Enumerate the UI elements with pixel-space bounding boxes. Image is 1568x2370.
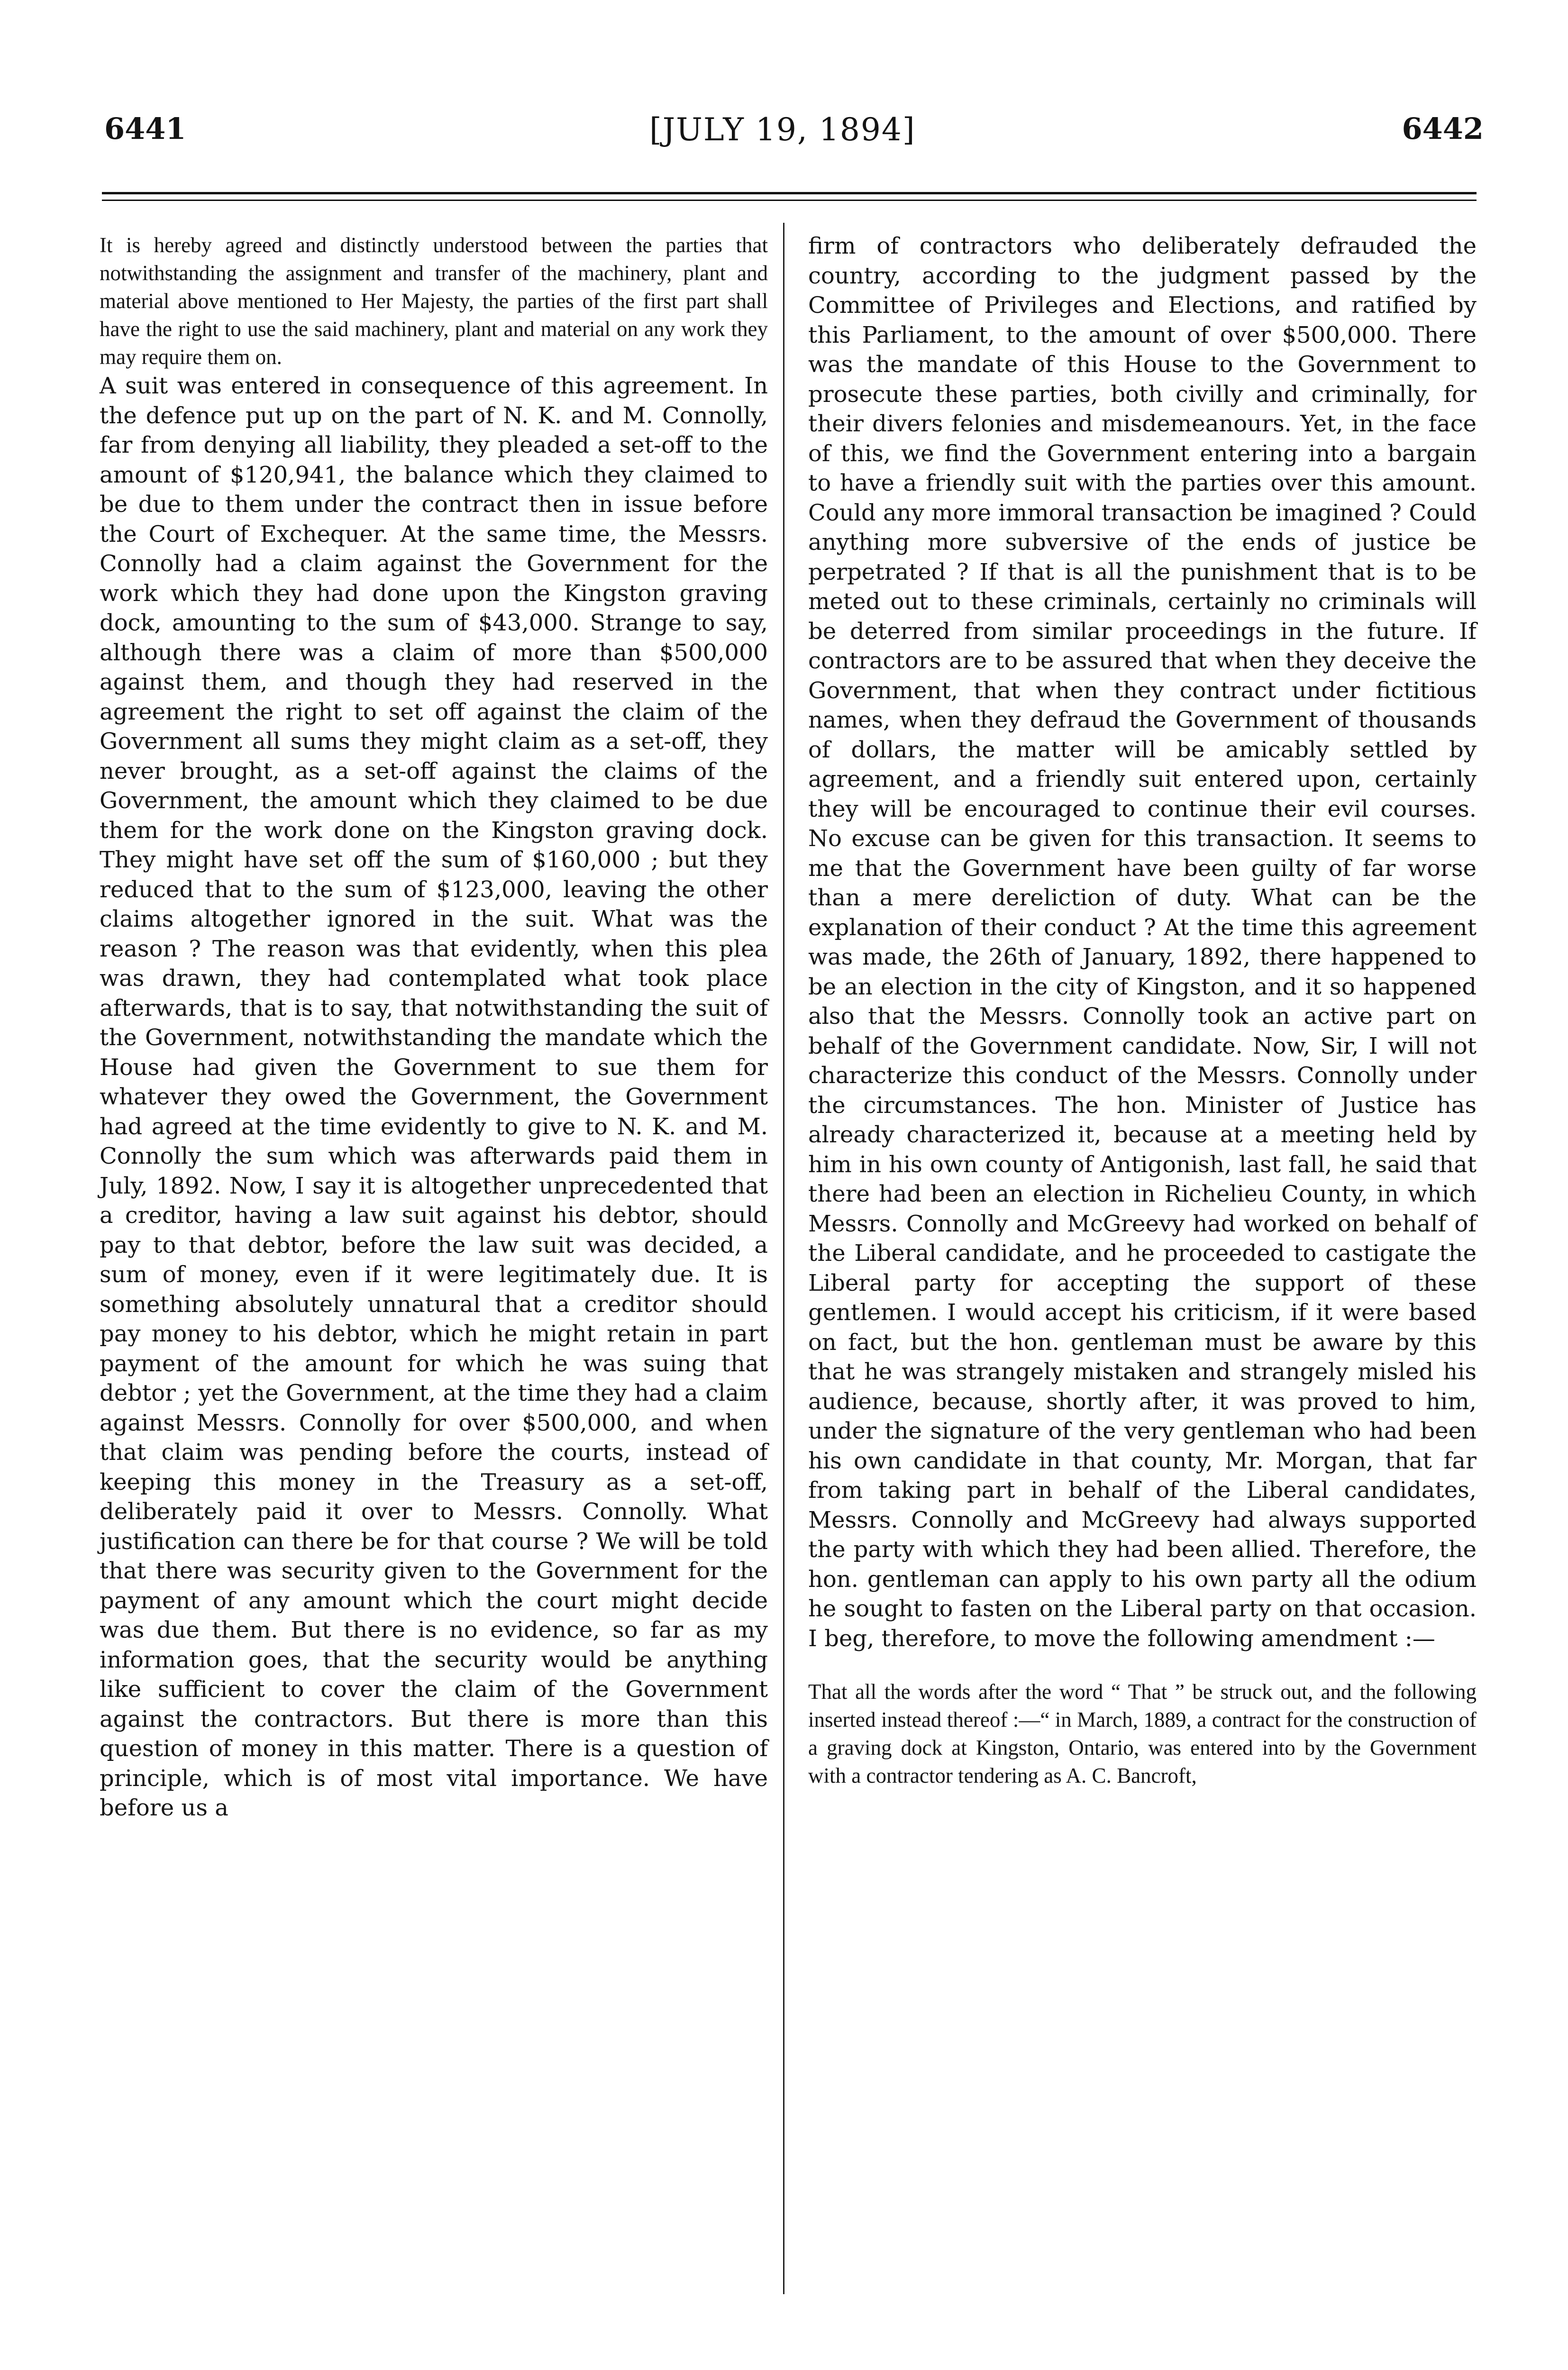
agreement-quote: It is hereby agreed and distinctly understood between the parties that notwithstanding the assignment and transfer of the machinery, plant and material above mentioned to Her Majesty, the parties of the first part shall have the right to use the said machinery, plant and material on any work they may require them on. <box>100 233 768 369</box>
paragraph-gap <box>808 1653 1477 1678</box>
left-column <box>100 231 768 1823</box>
page-header <box>0 111 1568 154</box>
page-number-left: 6441 <box>104 111 186 146</box>
session-date: [JULY 19, 1894] <box>649 111 916 148</box>
column-divider <box>783 223 784 2294</box>
amendment-quote: That all the words after the word “ That ” be struck out, and the following inserted instead thereof :—“ in March, 1889, a contract for the construction of a graving dock at Kingston, Ontario, was entered into by the Government with a contractor tendering as A. C. Bancroft, <box>808 1680 1477 1787</box>
header-rule-thick <box>102 192 1477 194</box>
page-number-right: 6442 <box>1402 111 1484 146</box>
right-column-body: firm of contractors who deliberately defrauded the country, according to the judgment passed by the Committee of Privileges and Elections, and ratified by this Parliament, to the amount of over $500,000. There was the mandate of this House to the Government to prosecute these parties, both civilly and criminally, for their divers felonies and misdemeanours. Yet, in the face of this, we find the Government entering into a bargain to have a friendly suit with the parties over this amount. Could any more immoral transaction be imagined ? Could anything more subversive of the ends of justice be perpetrated ? If that is all the punishment that is to be meted out to these criminals, certainly no criminals will be deterred from similar proceedings in the future. If contractors are to be assured that when they deceive the Government, that when they contract under fictitious names, when they defraud the Government of thousands of dollars, the matter will be amicably settled by agreement, and a friendly suit entered upon, certainly they will be encouraged to continue their evil courses. No excuse can be given for this transaction. It seems to me that the Government have been guilty of far worse than a mere dereliction of duty. What can be the explanation of their conduct ? At the time this agreement was made, the 26th of January, 1892, there happened to be an election in the city of Kingston, and it so happened also that the Messrs. Connolly took an active part on behalf of the Government candidate. Now, Sir, I will not characterize this conduct of the Messrs. Connolly under the circumstances. The hon. Minister of Justice has already characterized it, because at a meeting held by him in his own county of Antigonish, last fall, he said that there had been an election in Richelieu County, in which Messrs. Connolly and McGreevy had worked on behalf of the Liberal candidate, and he proceeded to castigate the Liberal party for accepting the support of these gentlemen. I would accept his criticism, if it were based on fact, but the hon. gentleman must be aware by this that he was strangely mistaken and strangely misled his audience, because, shortly after, it was proved to him, under the signature of the very gentleman who had been his own candidate in that county, Mr. Morgan, that far from taking part in behalf of the Liberal candidates, Messrs. Connolly and McGreevy had always supported the party with which they had been allied. Therefore, the hon. gentleman can apply to his own party all the odium he sought to fasten on the Liberal party on that occasion. I beg, therefore, to move the following amendment :— <box>808 233 1477 1652</box>
header-rule-thin <box>102 200 1477 201</box>
left-column-body: A suit was entered in consequence of this agreement. In the defence put up on the part of N. K. and M. Connolly, far from denying all liability, they pleaded a set-off to the amount of $120,941, the balance which they claimed to be due to them under the contract then in issue before the Court of Exchequer. At the same time, the Messrs. Connolly had a claim against the Government for the work which they had done upon the Kingston graving dock, amounting to the sum of $43,000. Strange to say, although there was a claim of more than $500,000 against them, and though they had reserved in the agreement the right to set off against the claim of the Government all sums they might claim as a set-off, they never brought, as a set-off against the claims of the Government, the amount which they claimed to be due them for the work done on the Kingston graving dock. They might have set off the sum of $160,000 ; but they reduced that to the sum of $123,000, leaving the other claims altogether ignored in the suit. What was the reason ? The reason was that evidently, when this plea was drawn, they had contemplated what took place afterwards, that is to say, that notwithstanding the suit of the Government, notwithstanding the mandate which the House had given the Government to sue them for whatever they owed the Government, the Government had agreed at the time evidently to give to N. K. and M. Connolly the sum which was afterwards paid them in July, 1892. Now, I say it is altogether unprecedented that a creditor, having a law suit against his debtor, should pay to that debtor, before the law suit was decided, a sum of money, even if it were legitimately due. It is something absolutely unnatural that a creditor should pay money to his debtor, which he might retain in part payment of the amount for which he was suing that debtor ; yet the Government, at the time they had a claim against Messrs. Connolly for over $500,000, and when that claim was pending before the courts, instead of keeping this money in the Treasury as a set-off, deliberately paid it over to Messrs. Connolly. What justification can there be for that course ? We will be told that there was security given to the Government for the payment of any amount which the court might decide was due them. But there is no evidence, so far as my information goes, that the security would be anything like sufficient to cover the claim of the Government against the contractors. But there is more than this question of money in this matter. There is a question of principle, which is of most vital importance. We have before us a <box>100 373 768 1821</box>
right-column <box>808 231 1477 1790</box>
